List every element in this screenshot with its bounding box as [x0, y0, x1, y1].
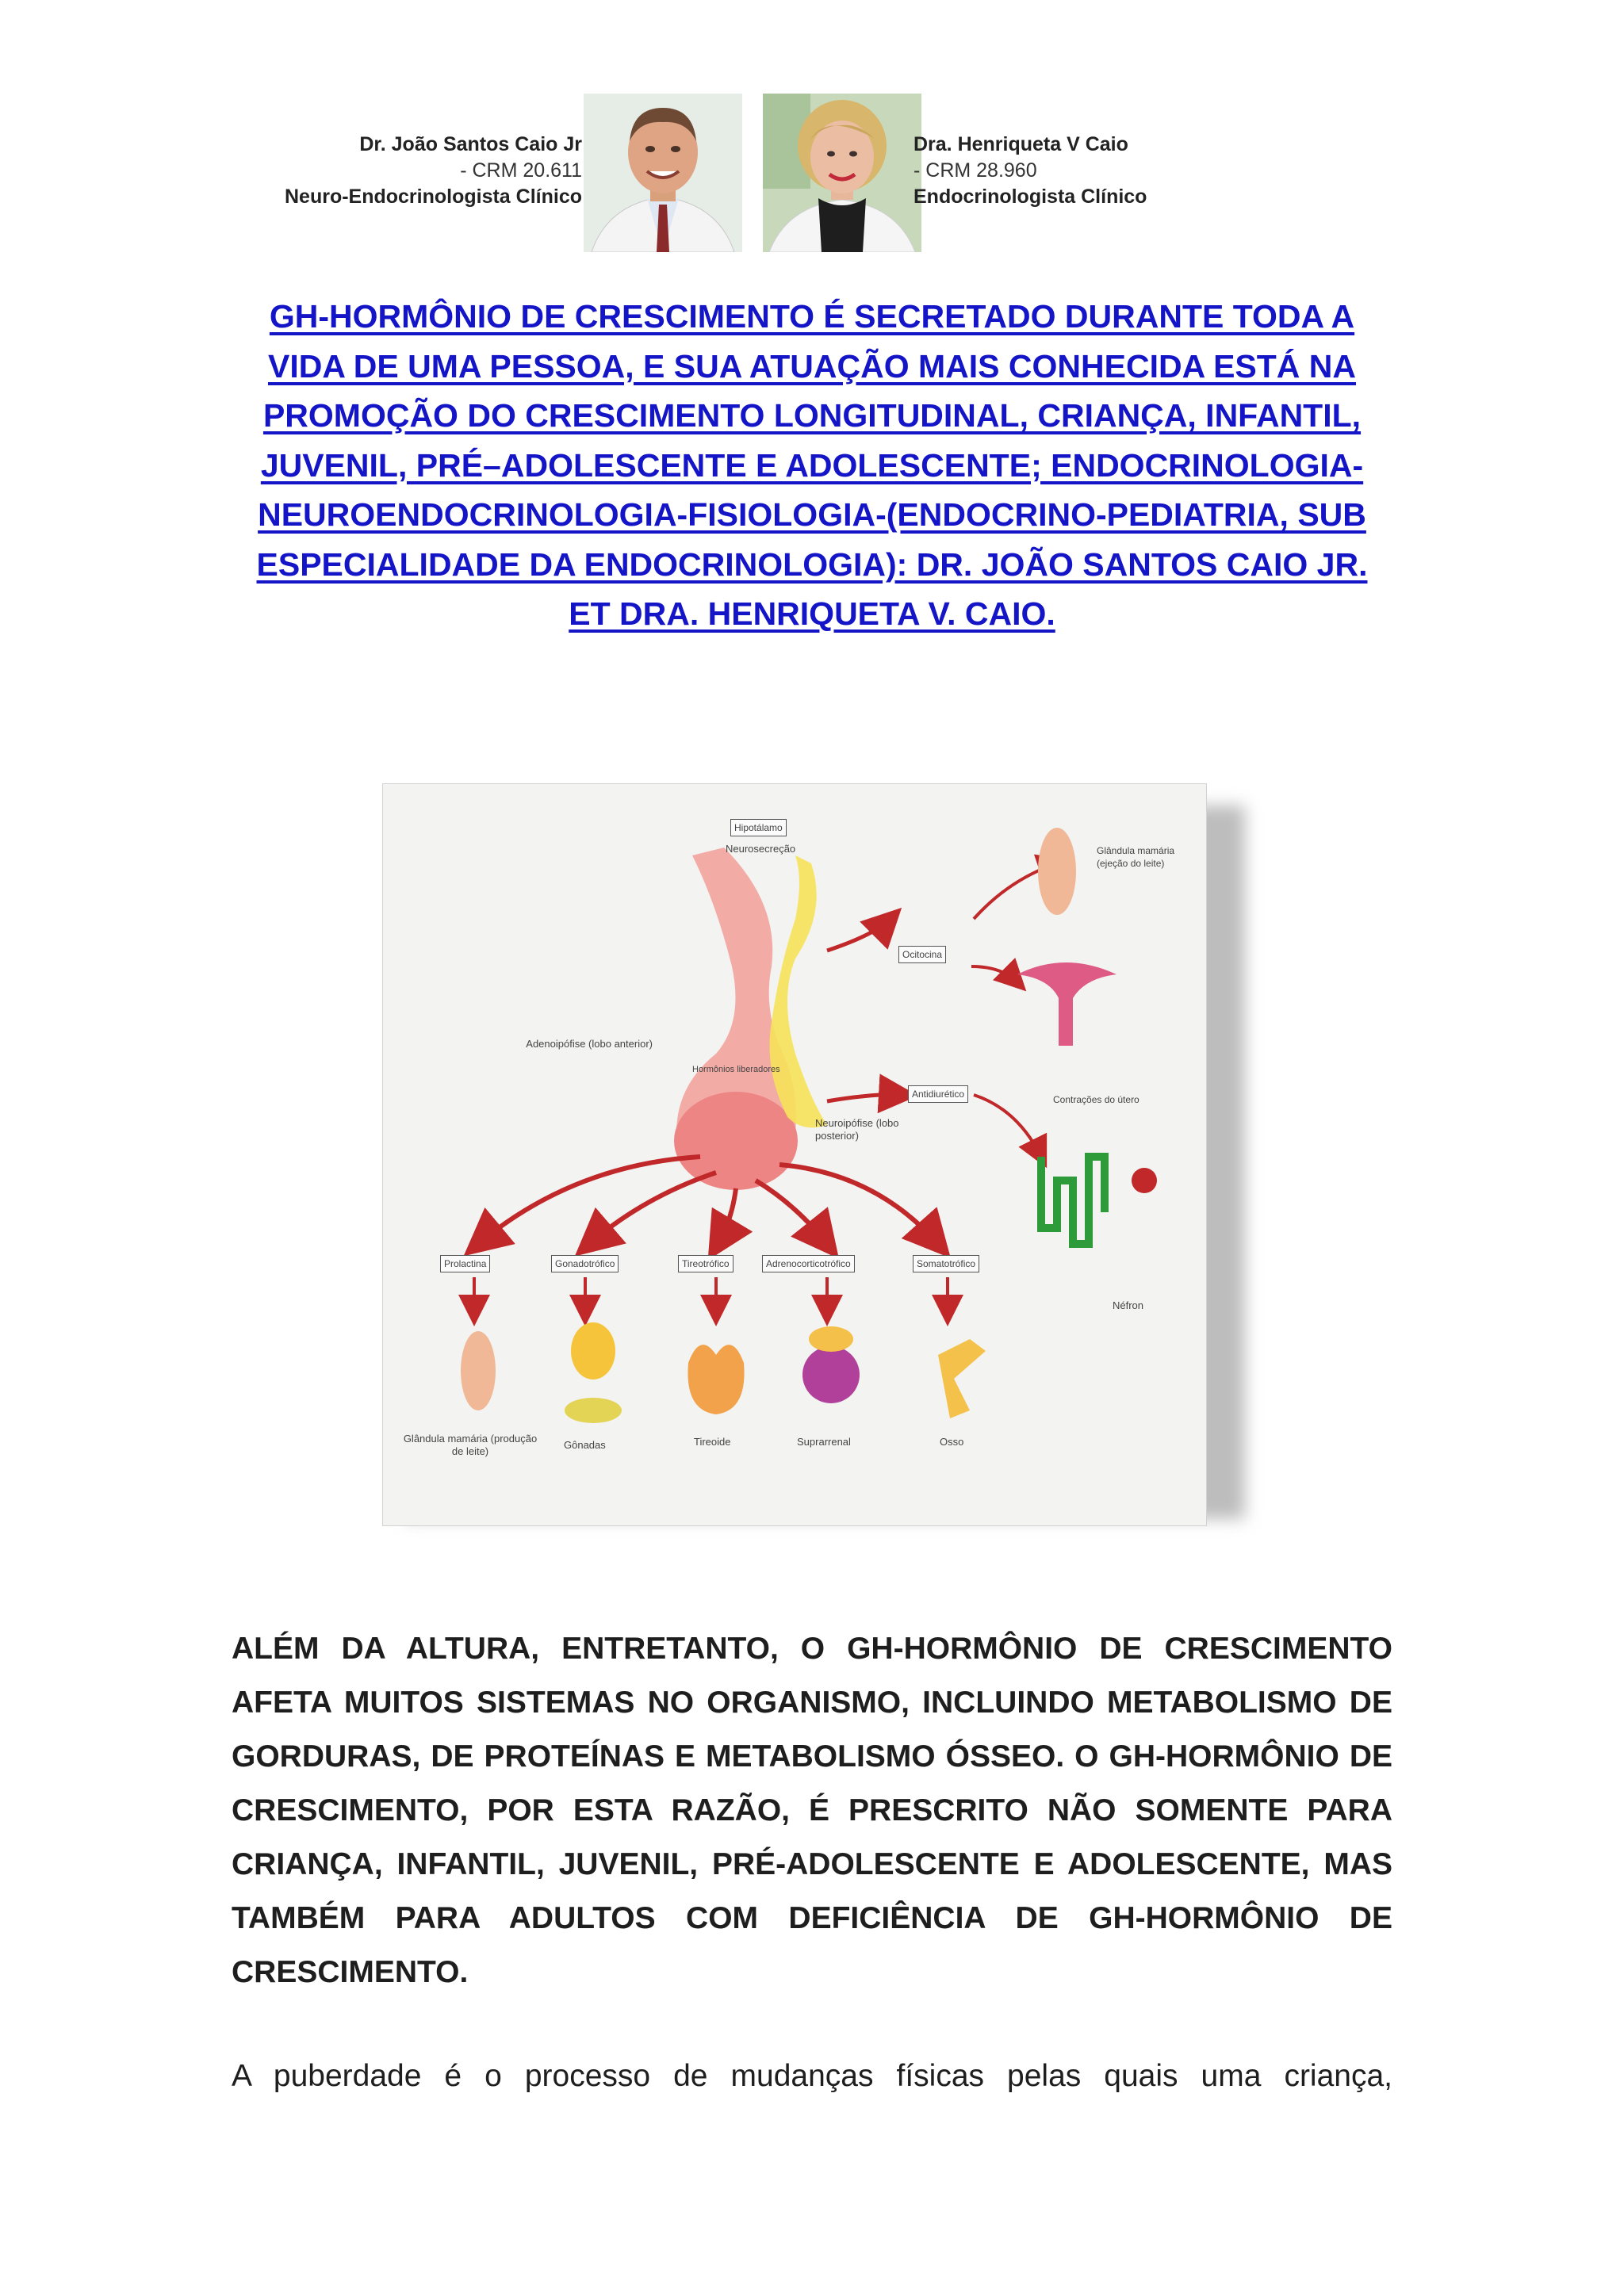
box-somatotrofico: Somatotrófico — [913, 1255, 979, 1272]
paragraph-puberdade: A puberdade é o processo de mudanças físicas pelas quais uma criança, — [232, 2059, 1392, 2093]
box-prolactina: Prolactina — [440, 1255, 490, 1272]
box-antidiuretico: Antidiurético — [908, 1085, 968, 1103]
doctor-right-photo — [763, 94, 921, 252]
letterhead — [0, 94, 1624, 256]
target-suprarrenal: Suprarrenal — [797, 1436, 851, 1448]
doctor-left-name: Dr. João Santos Caio Jr — [359, 133, 582, 155]
doctor-right-specialty: Endocrinologista Clínico — [914, 186, 1147, 208]
doctor-right-info — [914, 132, 1247, 210]
target-gonadas: Gônadas — [564, 1439, 606, 1451]
doctor-left-specialty: Neuro-Endocrinologista Clínico — [284, 186, 582, 208]
doctor-right-crm: - CRM 28.960 — [914, 159, 1037, 182]
label-adenoipofise: Adenoipófise (lobo anterior) — [526, 1038, 653, 1050]
label-glandula-mamaria-ejecao: Glândula mamária (ejeção do leite) — [1097, 845, 1175, 869]
label-contracoes-utero: Contrações do útero — [1053, 1094, 1139, 1105]
box-adrenocorticotrofico: Adrenocorticotrófico — [762, 1255, 855, 1272]
label-neuroipofise: Neuroipófise (lobo posterior) — [815, 1117, 899, 1142]
box-tireotrofico: Tireotrófico — [678, 1255, 733, 1272]
label-hormonios-liberadores: Hormônios liberadores — [692, 1065, 780, 1074]
pituitary-hormones-figure — [382, 783, 1261, 1527]
doctor-left-info — [249, 132, 582, 210]
box-gonadotrofico: Gonadotrófico — [551, 1255, 619, 1272]
doctor-left-crm: - CRM 20.611 — [460, 159, 582, 182]
page-title[interactable]: GH-HORMÔNIO DE CRESCIMENTO É SECRETADO DURANTE TODA A VIDA DE UMA PESSOA, E SUA ATUAÇÃO MAIS CONHECIDA ESTÁ NA PROMOÇÃO DO CRESCIMENTO LONGITUDINAL, CRIANÇA, INFANTIL, JUVENIL, PRÉ–ADOLESCENTE E ADOLESCENTE; ENDOCRINOLOGIA-NEUROENDOCRINOLOGIA-FISIOLOGIA-(ENDOCRINO-PEDIATRIA, SUB ESPECIALIDADE DA ENDOCRINOLOGIA): DR. JOÃO SANTOS CAIO JR. ET DRA. HENRIQUETA V. CAIO. — [256, 298, 1368, 632]
target-tireoide: Tireoide — [694, 1436, 731, 1448]
label-nefron: Néfron — [1113, 1299, 1144, 1311]
target-glandula-mamaria: Glândula mamária (produção de leite) — [403, 1433, 538, 1457]
doctor-right-name: Dra. Henriqueta V Caio — [914, 133, 1128, 155]
box-hipotalamo: Hipotálamo — [730, 819, 787, 836]
label-neurosecrecao: Neurosecreção — [726, 843, 796, 855]
figure-frame — [382, 783, 1207, 1526]
box-ocitocina: Ocitocina — [898, 946, 946, 963]
pituitary-diagram — [383, 784, 1206, 1525]
paragraph-gh-effects: ALÉM DA ALTURA, ENTRETANTO, O GH-HORMÔNIO DE CRESCIMENTO AFETA MUITOS SISTEMAS NO ORGANISMO, INCLUINDO METABOLISMO DE GORDURAS, DE PROTEÍNAS E METABOLISMO ÓSSEO. O GH-HORMÔNIO DE CRESCIMENTO, POR ESTA RAZÃO, É PRESCRITO NÃO SOMENTE PARA CRIANÇA, INFANTIL, JUVENIL, PRÉ-ADOLESCENTE E ADOLESCENTE, MAS TAMBÉM PARA ADULTOS COM DEFICIÊNCIA DE GH-HORMÔNIO DE CRESCIMENTO. — [232, 1632, 1392, 1989]
target-osso: Osso — [940, 1436, 964, 1448]
doctor-left-photo — [584, 94, 742, 252]
